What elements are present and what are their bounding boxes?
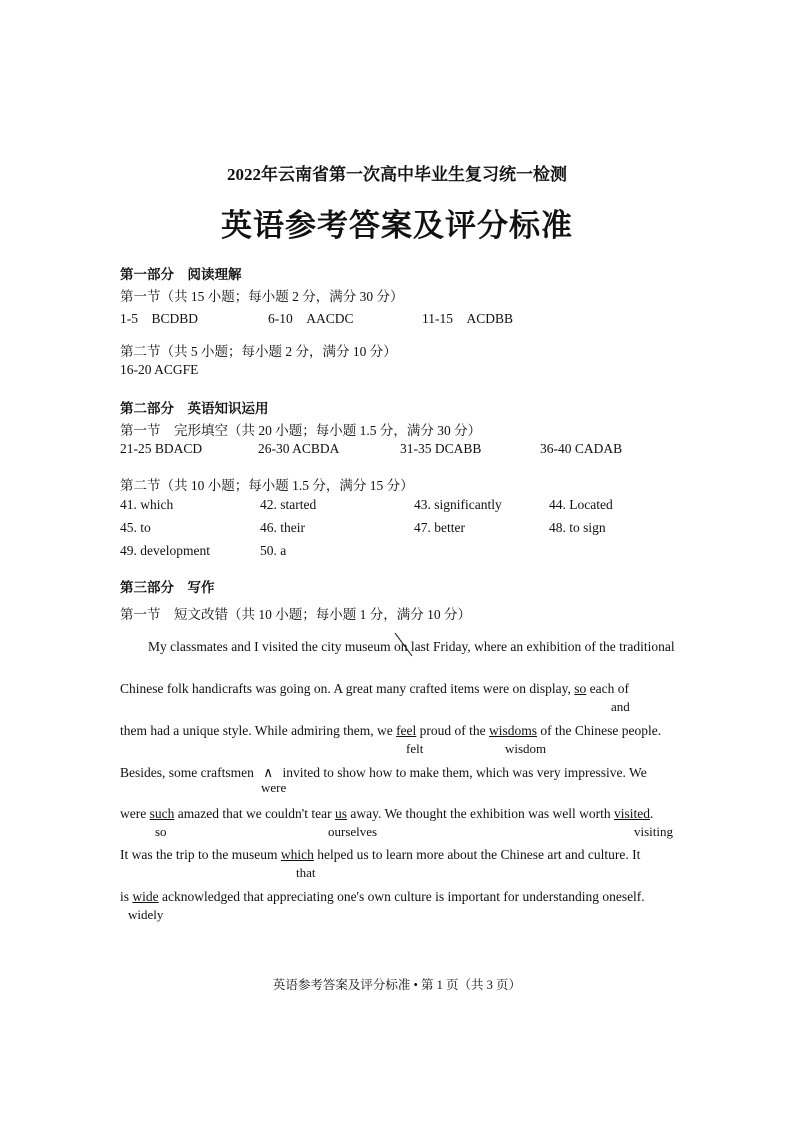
correction: were	[261, 780, 287, 795]
answer-50: 50. a	[260, 543, 287, 558]
part2-heading: 第二部分 英语知识运用	[120, 401, 269, 416]
error-word: us	[334, 806, 347, 821]
answer-42: 42. started	[260, 497, 317, 512]
answer-44: 44. Located	[549, 497, 613, 512]
deletion-slash-icon	[394, 632, 414, 658]
part1-section1: 第一节（共 15 小题；每小题 2 分，满分 30 分）	[120, 289, 404, 304]
exam-title: 2022年云南省第一次高中毕业生复习统一检测	[227, 165, 567, 184]
correction: widely	[128, 907, 164, 922]
answer-45: 45. to	[120, 520, 151, 535]
document-title: 英语参考答案及评分标准	[221, 208, 573, 243]
correction: felt	[406, 741, 424, 756]
error-word: such	[149, 806, 175, 821]
answer-6-10: 6-10 AACDC	[268, 311, 354, 326]
answer-47: 47. better	[414, 520, 465, 535]
correction: wisdom	[505, 741, 547, 756]
correction-line-6: It was the trip to the museum which helped us to learn more about the Chinese art and culture. It	[120, 847, 641, 862]
answer-21-25: 21-25 BDACD	[120, 441, 203, 456]
correction-line-7: is wide acknowledged that appreciating one's own culture is important for understanding oneself.	[120, 889, 645, 904]
part3-heading: 第三部分 写作	[120, 580, 215, 595]
answer-1-5: 1-5 BCDBD	[120, 311, 199, 326]
page-footer: 英语参考答案及评分标准 • 第 1 页（共 3 页）	[272, 978, 522, 992]
correction: and	[611, 699, 630, 714]
answer-36-40: 36-40 CADAB	[540, 441, 623, 456]
correction-line-5: were such amazed that we couldn't tear us away. We thought the exhibition was well worth visited.	[120, 806, 654, 821]
answer-46: 46. their	[260, 520, 305, 535]
correction: so	[155, 824, 167, 839]
part1-heading: 第一部分 阅读理解	[120, 267, 242, 282]
answer-49: 49. development	[120, 543, 210, 558]
error-word: wisdoms	[489, 723, 538, 738]
error-word: which	[280, 847, 314, 862]
error-word: feel	[396, 723, 417, 738]
answer-41: 41. which	[120, 497, 174, 512]
part2-section2: 第二节（共 10 小题；每小题 1.5 分，满分 15 分）	[120, 478, 414, 493]
correction-line-3: them had a unique style. While admiring them, we feel proud of the wisdoms of the Chinese people.	[120, 723, 662, 738]
correction-line-1: My classmates and I visited the city museum on last Friday, where an exhibition of the traditional	[148, 639, 675, 655]
error-word: wide	[132, 889, 159, 904]
part1-section2: 第二节（共 5 小题；每小题 2 分，满分 10 分）	[120, 344, 397, 359]
answer-26-30: 26-30 ACBDA	[258, 441, 340, 456]
part2-section1: 第一节 完形填空（共 20 小题；每小题 1.5 分，满分 30 分）	[120, 423, 482, 438]
part3-section1: 第一节 短文改错（共 10 小题；每小题 1 分，满分 10 分）	[120, 607, 471, 622]
correction-line-2: Chinese folk handicrafts was going on. A great many crafted items were on display, so each of	[120, 681, 630, 696]
correction: that	[296, 865, 316, 880]
answer-11-15: 11-15 ACDBB	[422, 311, 514, 326]
deleted-word: on	[394, 639, 408, 655]
correction: visiting	[634, 824, 674, 839]
answer-31-35: 31-35 DCABB	[400, 441, 482, 456]
answer-16-20: 16-20 ACGFE	[120, 362, 199, 377]
answer-43: 43. significantly	[414, 497, 502, 512]
correction-line-4: Besides, some craftsmen ∧ invited to show how to make them, which was very impressive. We	[120, 765, 647, 780]
correction: ourselves	[328, 824, 378, 839]
error-word: so	[574, 681, 587, 696]
answer-48: 48. to sign	[549, 520, 606, 535]
insertion-mark-icon: ∧	[263, 765, 274, 780]
error-word: visited	[613, 806, 650, 821]
